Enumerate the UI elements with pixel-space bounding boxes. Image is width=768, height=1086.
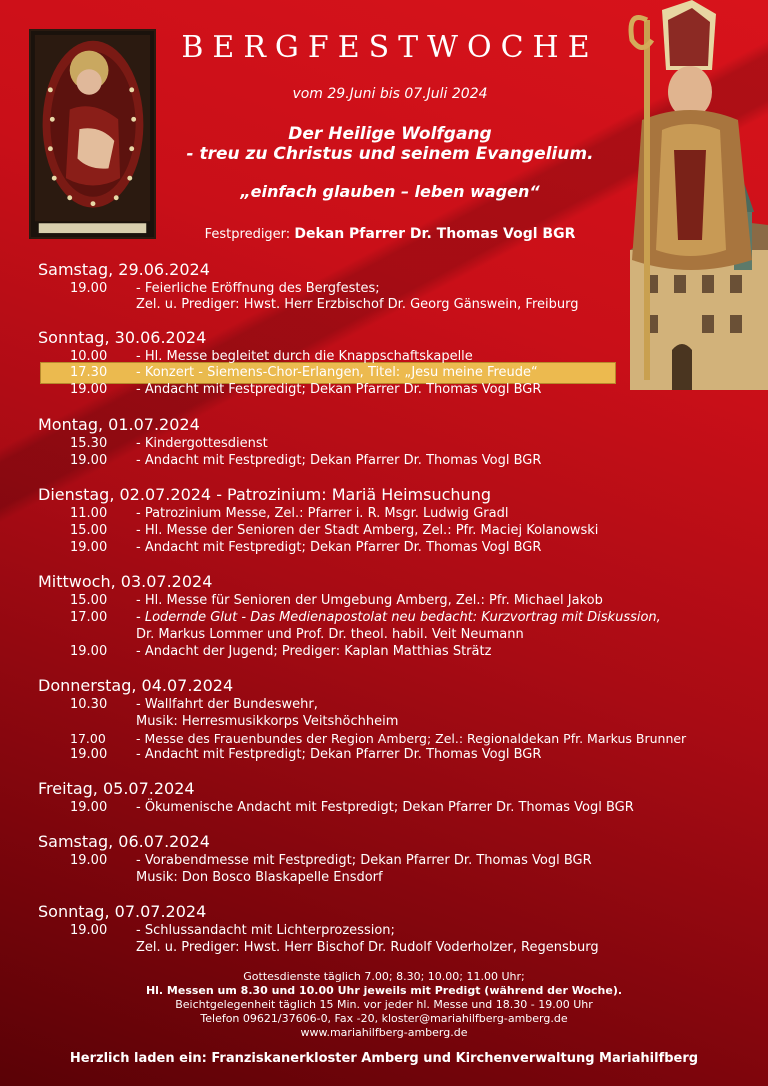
event-text: - Wallfahrt der Bundeswehr, <box>136 697 318 712</box>
event-time: 19.00 <box>70 747 108 762</box>
motto-line-1: Der Heilige Wolfgang <box>288 124 492 144</box>
event-continuation: Dr. Markus Lommer und Prof. Dr. theol. habil. Veit Neumann <box>136 627 524 642</box>
event-time: 11.00 <box>70 506 108 521</box>
event-text: - Patrozinium Messe, Zel.: Pfarrer i. R. Msgr. Ludwig Gradl <box>136 506 509 521</box>
event-text: - Konzert - Siemens-Chor-Erlangen, Titel: „Jesu meine Freude“ <box>136 365 538 380</box>
event-text: - Hl. Messe der Senioren der Stadt Amberg, Zel.: Pfr. Maciej Kolanowski <box>136 523 599 538</box>
event-row <box>70 609 661 626</box>
event-time: 17.00 <box>70 731 106 746</box>
event-row <box>70 592 603 609</box>
event-time: 15.00 <box>70 523 108 538</box>
motto-heading <box>160 124 620 164</box>
motto-line-2: - treu zu Christus und seinem Evangelium. <box>186 144 594 164</box>
event-time: 19.00 <box>70 382 108 397</box>
event-continuation: Musik: Herresmusikkorps Veitshöchheim <box>136 714 399 729</box>
event-continuation: Zel. u. Prediger: Hwst. Herr Bischof Dr. Rudolf Voderholzer, Regensburg <box>136 940 599 955</box>
festival-preacher <box>160 226 620 242</box>
event-row <box>70 435 268 452</box>
event-row <box>70 452 541 469</box>
day-heading: Dienstag, 02.07.2024 - Patrozinium: Mariä Heimsuchung <box>38 485 491 504</box>
event-text: - Andacht mit Festpredigt; Dekan Pfarrer Dr. Thomas Vogl BGR <box>136 540 542 555</box>
footer-mass-info: Hl. Messen um 8.30 und 10.00 Uhr jeweils mit Predigt (während der Woche). <box>145 984 623 997</box>
event-text: - Vorabendmesse mit Festpredigt; Dekan Pfarrer Dr. Thomas Vogl BGR <box>136 853 592 868</box>
event-row <box>70 730 686 747</box>
event-text: - Schlussandacht mit Lichterprozession; <box>136 923 395 938</box>
event-row <box>70 280 380 297</box>
event-time: 10.00 <box>70 349 108 364</box>
poster-title: BERGFESTWOCHE <box>181 30 599 65</box>
event-row <box>70 381 541 398</box>
day-heading: Donnerstag, 04.07.2024 <box>38 676 234 695</box>
event-time: 10.30 <box>70 697 108 712</box>
day-heading: Montag, 01.07.2024 <box>38 415 200 434</box>
footer-service-times: Gottesdienste täglich 7.00; 8.30; 10.00; 11.00 Uhr; <box>243 970 525 983</box>
madonna-painting-image <box>29 29 156 239</box>
footer-contact: Telefon 09621/37606-0, Fax -20, kloster@mariahilfberg-amberg.de <box>200 1012 568 1025</box>
event-time: 17.30 <box>70 365 108 380</box>
event-row-highlighted <box>70 364 538 381</box>
event-text: - Ökumenische Andacht mit Festpredigt; Dekan Pfarrer Dr. Thomas Vogl BGR <box>136 800 634 815</box>
event-text: - Andacht mit Festpredigt; Dekan Pfarrer Dr. Thomas Vogl BGR <box>136 747 542 762</box>
event-time: 19.00 <box>70 923 108 938</box>
saint-wolfgang-statue-image <box>622 0 768 390</box>
event-text: - Andacht mit Festpredigt; Dekan Pfarrer Dr. Thomas Vogl BGR <box>136 382 542 397</box>
preacher-name: Dekan Pfarrer Dr. Thomas Vogl BGR <box>294 226 576 242</box>
event-text: - Lodernde Glut - Das Medienapostolat neu bedacht: Kurzvortrag mit Diskussion, <box>136 610 661 625</box>
day-heading: Sonntag, 30.06.2024 <box>38 328 207 347</box>
day-heading: Samstag, 06.07.2024 <box>38 832 210 851</box>
footer-confession-info: Beichtgelegenheit täglich 15 Min. vor jeder hl. Messe und 18.30 - 19.00 Uhr <box>175 998 593 1011</box>
event-time: 19.00 <box>70 281 108 296</box>
event-row <box>70 799 634 816</box>
event-row <box>70 539 541 556</box>
event-time: 19.00 <box>70 453 108 468</box>
footer-invitation: Herzlich laden ein: Franziskanerkloster Amberg und Kirchenverwaltung Mariahilfberg <box>69 1051 699 1066</box>
event-time: 15.30 <box>70 436 108 451</box>
event-text: - Hl. Messe für Senioren der Umgebung Amberg, Zel.: Pfr. Michael Jakob <box>136 593 603 608</box>
event-continuation: Musik: Don Bosco Blaskapelle Ensdorf <box>136 870 383 885</box>
event-text: - Andacht mit Festpredigt; Dekan Pfarrer Dr. Thomas Vogl BGR <box>136 453 542 468</box>
event-time: 15.00 <box>70 593 108 608</box>
event-row <box>70 505 508 522</box>
preacher-label: Festprediger: <box>204 227 291 242</box>
event-time: 17.00 <box>70 610 108 625</box>
event-row <box>70 348 473 365</box>
event-continuation: Zel. u. Prediger: Hwst. Herr Erzbischof Dr. Georg Gänswein, Freiburg <box>136 297 579 312</box>
event-time: 19.00 <box>70 644 108 659</box>
footer-info <box>0 970 768 1040</box>
day-heading: Freitag, 05.07.2024 <box>38 779 195 798</box>
festival-dates: vom 29.Juni bis 07.Juli 2024 <box>292 86 488 102</box>
event-text: - Messe des Frauenbundes der Region Amberg; Zel.: Regionaldekan Pfr. Markus Brunner <box>136 731 687 746</box>
event-row <box>70 522 598 539</box>
event-time: 19.00 <box>70 540 108 555</box>
footer-website: www.mariahilfberg-amberg.de <box>300 1026 468 1039</box>
event-row <box>70 696 318 713</box>
event-text: - Andacht der Jugend; Prediger: Kaplan Matthias Strätz <box>136 644 492 659</box>
event-row <box>70 852 592 869</box>
event-row <box>70 643 491 660</box>
event-text: - Kindergottesdienst <box>136 436 268 451</box>
event-row <box>70 746 541 763</box>
day-heading: Sonntag, 07.07.2024 <box>38 902 207 921</box>
motto-quote: „einfach glauben – leben wagen“ <box>240 182 540 201</box>
event-time: 19.00 <box>70 853 108 868</box>
day-heading: Samstag, 29.06.2024 <box>38 260 210 279</box>
day-heading: Mittwoch, 03.07.2024 <box>38 572 213 591</box>
event-time: 19.00 <box>70 800 108 815</box>
event-row <box>70 922 395 939</box>
event-text: - Hl. Messe begleitet durch die Knappschaftskapelle <box>136 349 473 364</box>
event-text: - Feierliche Eröffnung des Bergfestes; <box>136 281 380 296</box>
